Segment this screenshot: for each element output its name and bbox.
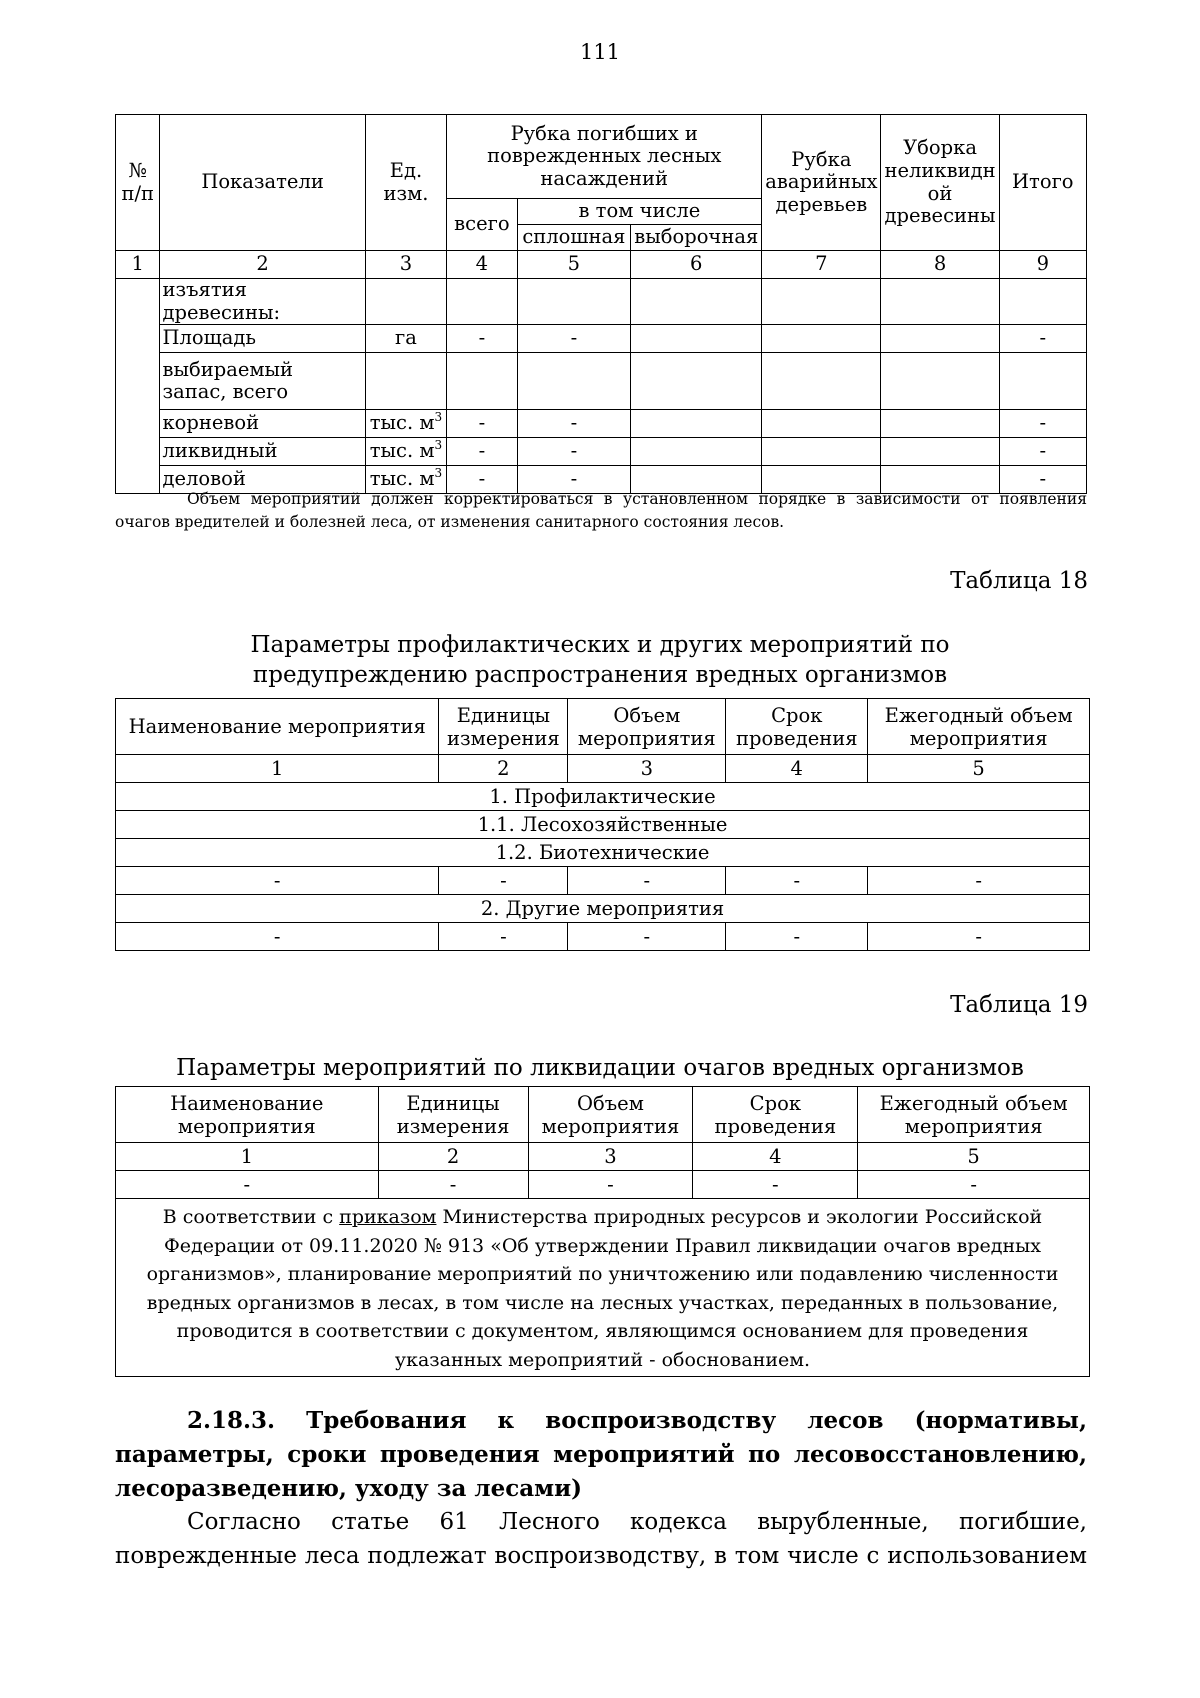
column-numbers	[116, 755, 1090, 783]
header-cleanup: Уборка неликвидн ой древесины	[881, 115, 999, 251]
heading-text: 2.18.3. Требования к воспроизводству лесов (нормативы, параметры, сроки проведения мероприятий по лесовосстановлению, лесоразведению, уходу за лесами)	[115, 1407, 1087, 1503]
unit-text: тыс. м	[369, 411, 435, 435]
header-total-all: всего	[447, 199, 517, 251]
col-number: 2	[160, 251, 365, 279]
section-heading	[115, 1404, 1087, 1506]
cell: -	[447, 466, 517, 494]
page-number: 111	[579, 40, 621, 64]
table-row	[116, 325, 1087, 353]
cell: -	[568, 867, 726, 895]
section-body	[115, 1505, 1087, 1573]
cell: -	[726, 867, 868, 895]
section-row: 1. Профилактические	[116, 783, 1090, 811]
header-clear: сплошная	[517, 225, 631, 251]
header-unit: Ед. изм.	[365, 115, 447, 251]
cell: -	[999, 466, 1086, 494]
cell: -	[447, 410, 517, 438]
cell	[881, 438, 999, 466]
table-19	[115, 1086, 1090, 1377]
col-number: 5	[517, 251, 631, 279]
cell	[881, 353, 999, 410]
cell: -	[693, 1171, 858, 1199]
header-volume: Объем мероприятия	[528, 1087, 693, 1143]
col-number: 3	[365, 251, 447, 279]
section-row: 1.2. Биотехнические	[116, 839, 1090, 867]
cell: -	[116, 923, 439, 951]
cell	[631, 279, 762, 325]
table-19-label: Таблица 19	[950, 992, 1088, 1018]
col-number: 1	[116, 1143, 379, 1171]
table-row	[116, 867, 1090, 895]
table-row	[116, 279, 1087, 325]
header-emergency: Рубка аварийных деревьев	[762, 115, 881, 251]
table-row	[116, 1171, 1090, 1199]
row-name: изъятия древесины:	[160, 279, 365, 325]
cell: -	[447, 325, 517, 353]
row-name: ликвидный	[160, 438, 365, 466]
section-row: 2. Другие мероприятия	[116, 895, 1090, 923]
cell: -	[528, 1171, 693, 1199]
row-name: Площадь	[160, 325, 365, 353]
cell: -	[517, 466, 631, 494]
col-number: 6	[631, 251, 762, 279]
col-number: 3	[528, 1143, 693, 1171]
table-row	[116, 410, 1087, 438]
column-numbers	[116, 1143, 1090, 1171]
table-18	[115, 698, 1090, 951]
body-line: Согласно статье 61 Лесного кодекса вырубленные, погибшие,	[187, 1509, 1087, 1535]
cell: -	[378, 1171, 528, 1199]
cell: -	[517, 438, 631, 466]
table-19-memo	[116, 1199, 1090, 1377]
table-row	[116, 353, 1087, 410]
cell	[762, 325, 881, 353]
cell: -	[517, 325, 631, 353]
cell	[762, 438, 881, 466]
col-number: 7	[762, 251, 881, 279]
cell: -	[116, 1171, 379, 1199]
col-number: 4	[447, 251, 517, 279]
unit-text: тыс. м	[369, 439, 435, 463]
empty-num-cell	[116, 279, 160, 494]
row-unit	[365, 353, 447, 410]
column-numbers	[116, 251, 1087, 279]
cell	[881, 325, 999, 353]
cell: -	[868, 867, 1090, 895]
cell	[762, 279, 881, 325]
row-unit	[365, 279, 447, 325]
table-row	[116, 438, 1087, 466]
table-17	[115, 114, 1087, 494]
col-number: 8	[881, 251, 999, 279]
header-term: Срок проведения	[693, 1087, 858, 1143]
table-row	[116, 923, 1090, 951]
header-annual-volume: Ежегодный объем мероприятия	[858, 1087, 1090, 1143]
unit-superscript: 3	[434, 438, 443, 453]
memo-text: В соответствии с	[162, 1206, 340, 1228]
section-row: 1.1. Лесохозяйственные	[116, 811, 1090, 839]
cell	[631, 410, 762, 438]
header-term: Срок проведения	[726, 699, 868, 755]
row-name: деловой	[160, 466, 365, 494]
unit-superscript: 3	[434, 466, 443, 481]
unit-superscript: 3	[434, 410, 443, 425]
table-17-note	[115, 488, 1087, 535]
cell: -	[868, 923, 1090, 951]
table-19-title: Параметры мероприятий по ликвидации очагов вредных организмов	[176, 1055, 1024, 1081]
table-18-label: Таблица 18	[950, 568, 1088, 594]
header-including: в том числе	[517, 199, 762, 225]
cell: -	[999, 438, 1086, 466]
cell	[517, 353, 631, 410]
header-volume: Объем мероприятия	[568, 699, 726, 755]
col-number: 1	[116, 251, 160, 279]
cell	[631, 438, 762, 466]
cell	[999, 279, 1086, 325]
cell: -	[439, 923, 568, 951]
header-name: Наименование мероприятия	[116, 1087, 379, 1143]
memo-text: Министерства природных ресурсов и экологии Российской Федерации от 09.11.2020 № 913 «Об утверждении Правил ликвидации очагов вредных организмов», планирование мероприятий по уничтожению или подавлению численности вредных организмов в лесах, в том числе на лесных участках, переданных в пользование, проводится в соответствии с документом, являющимся основанием для проведения указанных мероприятий - обоснованием.	[146, 1206, 1059, 1371]
col-number: 2	[439, 755, 568, 783]
header-cutting-group: Рубка погибших и поврежденных лесных насаждений	[447, 115, 762, 199]
row-unit: га	[365, 325, 447, 353]
cell: -	[439, 867, 568, 895]
cell: -	[726, 923, 868, 951]
col-number: 2	[378, 1143, 528, 1171]
body-line: поврежденные леса подлежат воспроизводству, в том числе с использованием	[115, 1543, 1087, 1570]
header-total: Итого	[999, 115, 1086, 251]
cell	[631, 353, 762, 410]
col-number: 9	[999, 251, 1086, 279]
cell	[999, 353, 1086, 410]
header-num: № п/п	[116, 115, 160, 251]
header-annual-volume: Ежегодный объем мероприятия	[868, 699, 1090, 755]
row-name: корневой	[160, 410, 365, 438]
cell	[447, 279, 517, 325]
cell: -	[517, 410, 631, 438]
cell	[447, 353, 517, 410]
header-units: Единицы измерения	[439, 699, 568, 755]
title-line: Параметры профилактических и других мероприятий по	[250, 632, 950, 658]
cell: -	[568, 923, 726, 951]
col-number: 5	[858, 1143, 1090, 1171]
cell	[762, 353, 881, 410]
col-number: 3	[568, 755, 726, 783]
header-indicators: Показатели	[160, 115, 365, 251]
cell	[881, 279, 999, 325]
header-units: Единицы измерения	[378, 1087, 528, 1143]
cell	[881, 410, 999, 438]
col-number: 4	[726, 755, 868, 783]
cell: -	[116, 867, 439, 895]
header-name: Наименование мероприятия	[116, 699, 439, 755]
cell: -	[858, 1171, 1090, 1199]
cell	[631, 325, 762, 353]
cell: -	[447, 438, 517, 466]
col-number: 1	[116, 755, 439, 783]
cell: -	[999, 325, 1086, 353]
row-name: выбираемый запас, всего	[160, 353, 365, 410]
table-18-title	[0, 631, 1200, 691]
cell: -	[999, 410, 1086, 438]
col-number: 4	[693, 1143, 858, 1171]
cell	[762, 410, 881, 438]
unit-text: тыс. м	[369, 467, 435, 491]
title-line: предупреждению распространения вредных организмов	[252, 661, 948, 688]
cell	[517, 279, 631, 325]
note-text: Объем мероприятий должен корректироваться в установленном порядке в зависимости от появления очагов вредителей и болезней леса, от изменения санитарного состояния лесов.	[115, 490, 1087, 532]
row-unit	[365, 438, 447, 466]
col-number: 5	[868, 755, 1090, 783]
row-unit	[365, 410, 447, 438]
order-link[interactable]: приказом	[339, 1206, 437, 1228]
header-selective: выборочная	[631, 225, 762, 251]
